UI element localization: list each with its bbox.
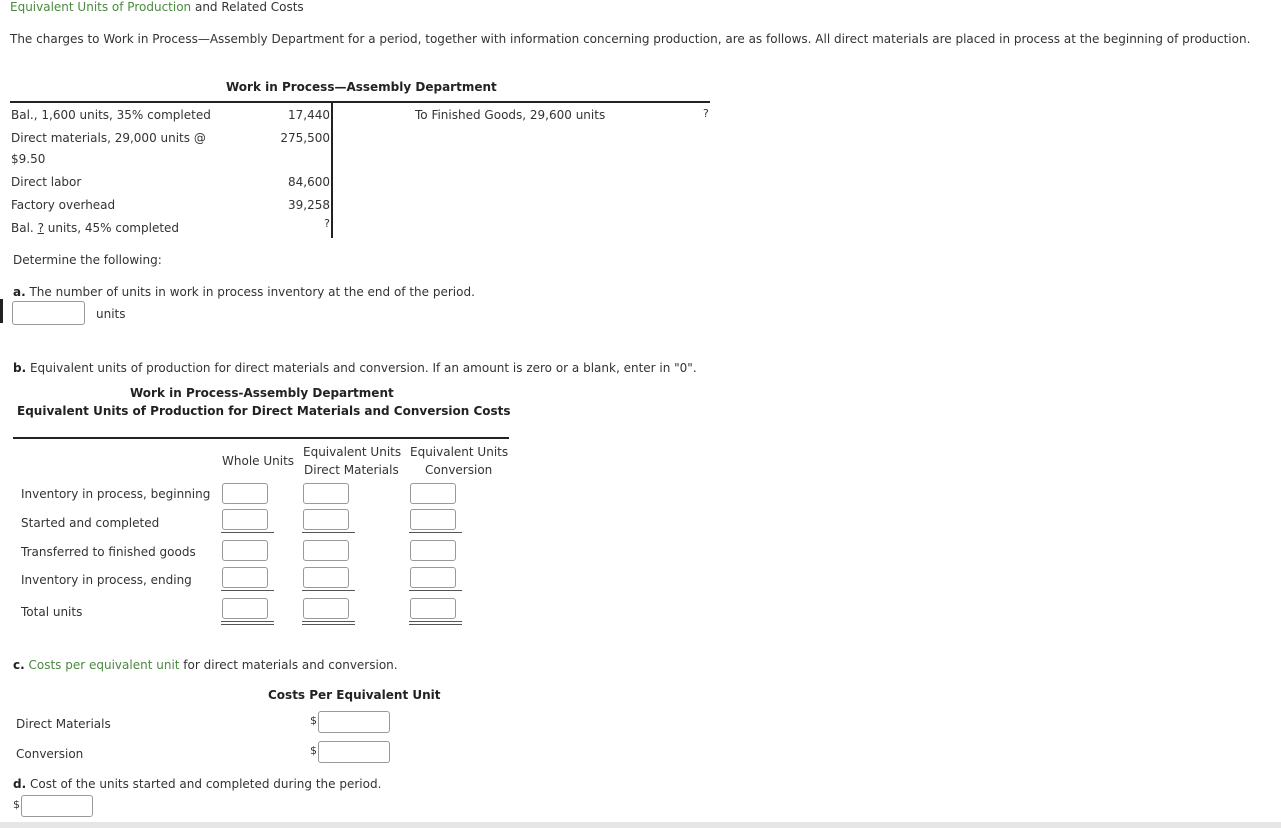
debit-label: $9.50 — [11, 152, 46, 166]
subtotal-rule — [302, 590, 355, 591]
col-header-conv-line2: Conversion — [425, 463, 493, 477]
intro-text: The charges to Work in Process—Assembly Department for a period, together with information concerning production, are as follows. All direct materials are placed in process at the beginning of production. — [10, 32, 1251, 46]
row-label-started-completed: Started and completed — [21, 516, 160, 530]
conv-cost-per-eu-input[interactable] — [318, 741, 390, 763]
debit-label: Factory overhead — [11, 198, 116, 212]
eu-conv-total-input[interactable] — [410, 598, 456, 619]
debit-amount: 275,500 — [280, 131, 330, 145]
row-label-ending: Inventory in process, ending — [21, 573, 192, 587]
subtotal-rule — [409, 590, 462, 591]
row-label-transferred: Transferred to finished goods — [21, 545, 196, 559]
currency-symbol: $ — [310, 714, 317, 727]
subtotal-rule — [409, 532, 462, 533]
dm-cost-per-eu-input[interactable] — [318, 711, 390, 733]
row-label-direct-materials: Direct Materials — [16, 717, 111, 731]
subtotal-rule — [302, 532, 355, 533]
currency-symbol: $ — [310, 744, 317, 757]
eu-conv-transferred-input[interactable] — [410, 540, 456, 561]
part-d-question: d. Cost of the units started and completed during the period. — [13, 777, 382, 791]
part-a-question: a. The number of units in work in process inventory at the end of the period. — [13, 285, 475, 299]
t-account-title: Work in Process—Assembly Department — [226, 80, 497, 94]
costs-per-eu-link[interactable]: Costs per equivalent unit — [28, 658, 180, 672]
eu-dm-transferred-input[interactable] — [303, 540, 349, 561]
currency-symbol: $ — [13, 798, 20, 811]
ending-balance-amount: ? — [324, 217, 330, 230]
whole-units-ending-input[interactable] — [222, 567, 268, 588]
eu-dm-ending-input[interactable] — [303, 567, 349, 588]
debit-label: Direct materials, 29,000 units @ — [11, 131, 206, 145]
debit-label: Direct labor — [11, 175, 82, 189]
ending-units-input[interactable] — [12, 301, 85, 325]
costs-per-eu-heading: Costs Per Equivalent Unit — [268, 688, 441, 702]
started-completed-cost-input[interactable] — [21, 795, 93, 817]
whole-units-started-input[interactable] — [222, 509, 268, 530]
credit-amount: ? — [703, 107, 709, 120]
t-account-top-line — [10, 101, 710, 103]
eu-table-top-line — [13, 437, 509, 439]
subtotal-rule — [221, 590, 274, 591]
eu-table-subtitle: Equivalent Units of Production for Direct Materials and Conversion Costs — [17, 404, 511, 418]
total-double-rule — [302, 621, 355, 625]
determine-text: Determine the following: — [13, 253, 162, 267]
whole-units-total-input[interactable] — [222, 598, 268, 619]
eu-dm-started-input[interactable] — [303, 509, 349, 530]
bottom-scrollbar[interactable] — [0, 822, 1281, 828]
page-title — [10, 0, 304, 14]
eu-dm-beginning-input[interactable] — [303, 483, 349, 504]
eu-conv-ending-input[interactable] — [410, 567, 456, 588]
eu-conv-beginning-input[interactable] — [410, 483, 456, 504]
part-b-question: b. Equivalent units of production for direct materials and conversion. If an amount is zero or a blank, enter in "0". — [13, 361, 697, 375]
row-label-beginning: Inventory in process, beginning — [21, 487, 211, 501]
ending-balance-label: Bal. ? units, 45% completed — [11, 221, 180, 235]
debit-amount: 84,600 — [288, 175, 330, 189]
credit-label: To Finished Goods, 29,600 units — [415, 108, 606, 122]
col-header-conv-line1: Equivalent Units — [410, 445, 509, 459]
row-label-conversion: Conversion — [16, 747, 84, 761]
title-rest: and Related Costs — [191, 0, 304, 14]
title-link[interactable]: Equivalent Units of Production — [10, 0, 192, 14]
whole-units-beginning-input[interactable] — [222, 483, 268, 504]
eu-dm-total-input[interactable] — [303, 598, 349, 619]
debit-amount: 39,258 — [288, 198, 330, 212]
whole-units-transferred-input[interactable] — [222, 540, 268, 561]
units-label: units — [96, 307, 126, 321]
total-double-rule — [409, 621, 462, 625]
t-account-divider — [331, 102, 333, 238]
col-header-dm-line1: Equivalent Units — [303, 445, 402, 459]
ending-units-unknown: ? — [37, 221, 44, 235]
focus-marker — [0, 299, 3, 323]
col-header-dm-line2: Direct Materials — [304, 463, 399, 477]
col-header-whole-units: Whole Units — [222, 454, 295, 468]
debit-amount: 17,440 — [288, 108, 330, 122]
row-label-total: Total units — [21, 605, 83, 619]
debit-label: Bal., 1,600 units, 35% completed — [11, 108, 211, 122]
part-c-question: c. Costs per equivalent unit for direct materials and conversion. — [13, 658, 398, 672]
total-double-rule — [221, 621, 274, 625]
subtotal-rule — [221, 532, 274, 533]
eu-table-title: Work in Process-Assembly Department — [130, 386, 394, 400]
eu-conv-started-input[interactable] — [410, 509, 456, 530]
